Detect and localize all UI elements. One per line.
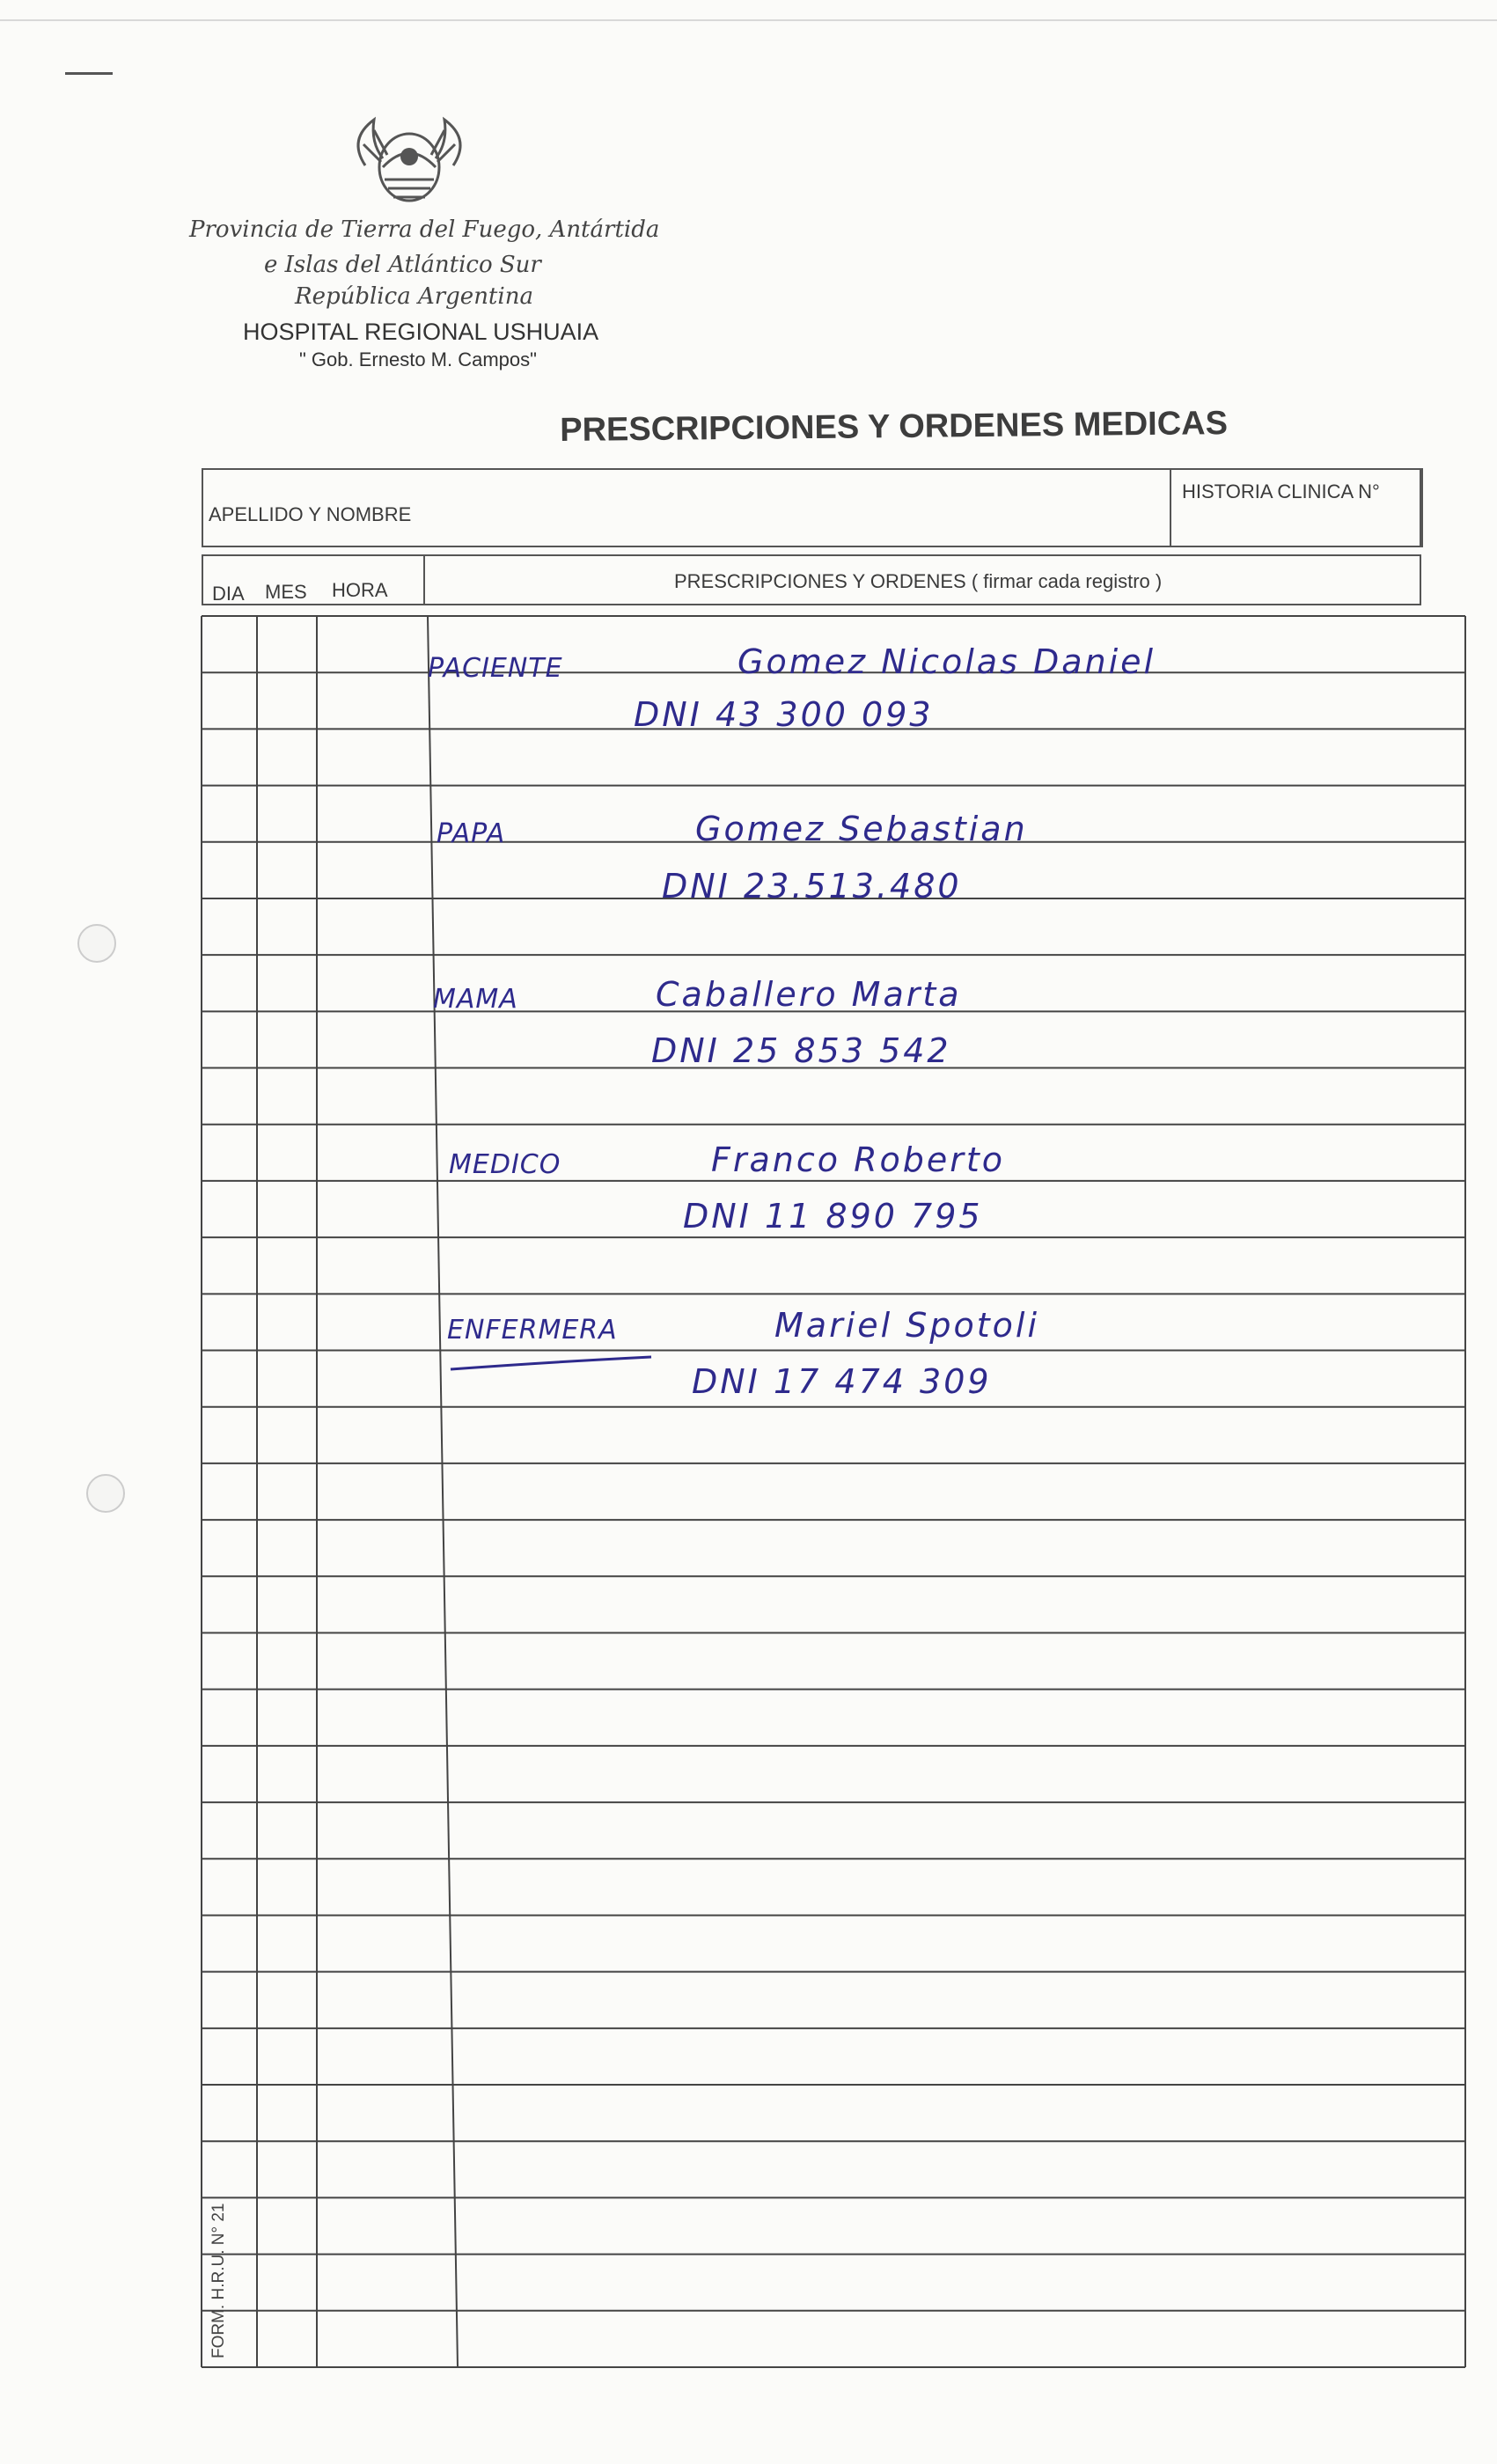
entry-dni: DNI 17 474 309 <box>692 1362 992 1401</box>
column-orders: PRESCRIPCIONES Y ORDENES ( firmar cada registro ) <box>674 570 1163 592</box>
patient-name-label: APELLIDO Y NOMBRE <box>209 503 412 525</box>
province-line-2: e Islas del Atlántico Sur <box>264 252 541 278</box>
hospital-name: HOSPITAL REGIONAL USHUAIA <box>243 319 599 345</box>
entry-role: MAMA <box>433 984 518 1015</box>
entry-role: ENFERMERA <box>447 1315 618 1346</box>
record-number-label: HISTORIA CLINICA N° <box>1182 480 1380 502</box>
form-code: FORM. H.R.U. N° 21 <box>209 2203 228 2358</box>
column-hour: HORA <box>332 579 388 601</box>
entry-role: PAPA <box>437 818 506 849</box>
form-title: PRESCRIPCIONES Y ORDENES MEDICAS <box>560 405 1229 449</box>
entry-dni: DNI 43 300 093 <box>634 695 934 734</box>
column-month: MES <box>265 581 307 603</box>
province-line-3: República Argentina <box>295 283 533 310</box>
entry-role: MEDICO <box>449 1149 561 1180</box>
entry-name: Caballero Marta <box>656 975 962 1014</box>
entry-name: Mariel Spotoli <box>774 1306 1040 1345</box>
entry-name: Franco Roberto <box>711 1140 1005 1179</box>
column-day: DIA <box>212 583 245 605</box>
hospital-subtitle: " Gob. Ernesto M. Campos" <box>299 348 537 370</box>
entry-dni: DNI 23.513.480 <box>662 867 962 906</box>
entry-name: Gomez Nicolas Daniel <box>737 642 1156 681</box>
province-line-1: Provincia de Tierra del Fuego, Antártida <box>189 216 660 243</box>
entry-name: Gomez Sebastian <box>695 810 1028 848</box>
entry-dni: DNI 11 890 795 <box>683 1197 983 1236</box>
entry-dni: DNI 25 853 542 <box>651 1031 951 1070</box>
entry-role: PACIENTE <box>428 653 563 684</box>
